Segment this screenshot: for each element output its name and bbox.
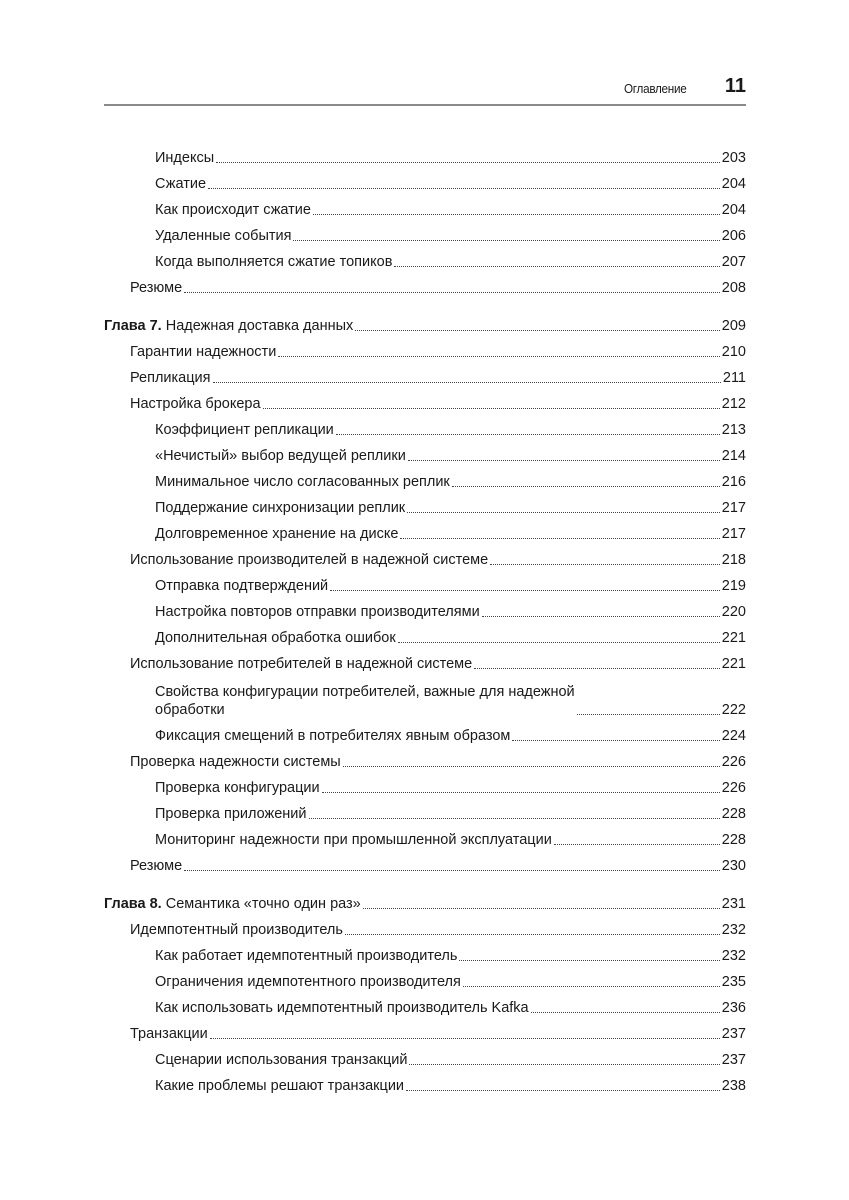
- toc-entry-title: Когда выполняется сжатие топиков: [155, 254, 393, 270]
- running-header-title: Оглавление: [623, 81, 686, 96]
- toc-entry: [104, 797, 746, 823]
- toc-entry-title: Сценарии использования транзакций: [155, 1052, 408, 1068]
- toc-entry: [104, 1043, 746, 1069]
- toc-page-number: 230: [721, 858, 746, 874]
- toc-entry-title: Настройка брокера: [130, 396, 261, 412]
- toc-page-number: 213: [721, 422, 746, 438]
- toc-entry-title: Проверка конфигурации: [155, 780, 320, 796]
- dot-leader: [512, 740, 719, 741]
- toc-entry-title: Использование производителей в надежной системе: [130, 552, 489, 568]
- toc-page-number: 211: [722, 370, 746, 386]
- toc-entry: [104, 673, 746, 719]
- toc-page-number: 206: [721, 228, 746, 244]
- dot-leader: [345, 934, 720, 935]
- toc-page-number: 238: [721, 1078, 746, 1094]
- dot-leader: [216, 162, 720, 163]
- toc-entry: [104, 517, 746, 543]
- toc-page-number: 207: [721, 254, 746, 270]
- toc-entry-title: Резюме: [130, 280, 183, 296]
- toc-entry: [104, 991, 746, 1017]
- dot-leader: [409, 1064, 719, 1065]
- toc-entry: [104, 569, 746, 595]
- dot-leader: [355, 330, 720, 331]
- toc-entry-title: Свойства конфигурации потребителей, важные для надежной обработки: [155, 684, 575, 718]
- toc-entry-title: Удаленные события: [155, 228, 292, 244]
- toc-entry-title: Дополнительная обработка ошибок: [155, 630, 396, 646]
- toc-entry-title: Минимальное число согласованных реплик: [155, 474, 450, 490]
- toc-entry: [104, 465, 746, 491]
- toc-entry-title: Фиксация смещений в потребителях явным образом: [155, 728, 511, 744]
- dot-leader: [313, 214, 720, 215]
- dot-leader: [278, 356, 719, 357]
- dot-leader: [293, 240, 719, 241]
- toc-entry-title: Как работает идемпотентный производитель: [155, 948, 458, 964]
- dot-leader: [400, 538, 719, 539]
- toc-page-number: 218: [721, 552, 746, 568]
- toc-entry-title: Сжатие: [155, 176, 207, 192]
- toc-page-number: 237: [721, 1026, 746, 1042]
- dot-leader: [490, 564, 720, 565]
- toc-entry-title: Поддержание синхронизации реплик: [155, 500, 406, 516]
- toc-entry-title: Как происходит сжатие: [155, 202, 311, 218]
- toc-entry-title: [104, 895, 361, 913]
- dot-leader: [408, 460, 720, 461]
- toc-page-number: 220: [721, 604, 746, 620]
- toc-page-number: 222: [721, 702, 746, 718]
- toc-page-number: 217: [721, 500, 746, 516]
- dot-leader: [184, 870, 720, 871]
- toc-entry: [104, 491, 746, 517]
- chapter-title: Семантика «точно один раз»: [161, 896, 361, 912]
- toc-page-number: 208: [721, 280, 746, 296]
- toc-entry-title: Проверка приложений: [155, 806, 307, 822]
- toc-page-number: 221: [721, 630, 746, 646]
- toc-entry: [104, 1017, 746, 1043]
- toc-page-number: 235: [721, 974, 746, 990]
- toc-page-number: 204: [721, 202, 746, 218]
- chapter-number: Глава 8.: [104, 896, 162, 912]
- toc-entry-title: Коэффициент репликации: [155, 422, 334, 438]
- toc-entry-title: Проверка надежности системы: [130, 754, 341, 770]
- toc-page-number: 221: [721, 656, 746, 672]
- toc-page-number: 217: [721, 526, 746, 542]
- toc-entry-title: Ограничения идемпотентного производителя: [155, 974, 461, 990]
- dot-leader: [459, 960, 719, 961]
- toc-page-number: 226: [721, 754, 746, 770]
- dot-leader: [336, 434, 720, 435]
- dot-leader: [210, 1038, 720, 1039]
- dot-leader: [343, 766, 720, 767]
- toc-entry: [104, 595, 746, 621]
- chapter-title: Надежная доставка данных: [161, 318, 354, 334]
- toc-page-number: 209: [721, 318, 746, 334]
- toc-page-number: 216: [721, 474, 746, 490]
- toc-entry-title: Гарантии надежности: [130, 344, 277, 360]
- toc-page-number: 228: [721, 832, 746, 848]
- toc-chapter-entry: [104, 309, 746, 335]
- dot-leader: [263, 408, 720, 409]
- dot-leader: [394, 266, 719, 267]
- dot-leader: [309, 818, 720, 819]
- toc-page-number: 232: [721, 922, 746, 938]
- toc-entry: [104, 1069, 746, 1095]
- toc-entry: [104, 361, 746, 387]
- toc-page-number: 219: [721, 578, 746, 594]
- toc-entry: [104, 167, 746, 193]
- dot-leader: [554, 844, 720, 845]
- toc-entry: [104, 193, 746, 219]
- dot-leader: [363, 908, 720, 909]
- toc-entry: [104, 621, 746, 647]
- toc-entry-title: Репликация: [130, 370, 211, 386]
- toc-entry-title: [104, 317, 353, 335]
- toc-entry-title: Какие проблемы решают транзакции: [155, 1078, 405, 1094]
- toc-page-number: 210: [721, 344, 746, 360]
- toc-page-number: 212: [721, 396, 746, 412]
- toc-page-number: 236: [721, 1000, 746, 1016]
- toc-chapter-entry: [104, 887, 746, 913]
- toc-entry-title: Долговременное хранение на диске: [155, 526, 399, 542]
- toc-entry: [104, 245, 746, 271]
- toc-page-number: 232: [721, 948, 746, 964]
- toc-entry: [104, 141, 746, 167]
- dot-leader: [463, 986, 720, 987]
- toc-entry: [104, 913, 746, 939]
- toc-entry-title: Как использовать идемпотентный производитель Kafka: [155, 1000, 529, 1016]
- toc-entry: [104, 335, 746, 361]
- toc-entry-title: Настройка повторов отправки производителями: [155, 604, 480, 620]
- dot-leader: [407, 512, 720, 513]
- toc-entry: [104, 965, 746, 991]
- toc-entry: [104, 745, 746, 771]
- toc-entry: [104, 413, 746, 439]
- dot-leader: [398, 642, 720, 643]
- toc-entry: [104, 823, 746, 849]
- toc-entry-title: Индексы: [155, 150, 215, 166]
- toc-entry-title: Отправка подтверждений: [155, 578, 329, 594]
- toc-entry-title: Транзакции: [130, 1026, 208, 1042]
- toc-page-number: 214: [721, 448, 746, 464]
- toc-page-number: 228: [721, 806, 746, 822]
- toc-entry-title: Идемпотентный производитель: [130, 922, 343, 938]
- toc-entry-title: «Нечистый» выбор ведущей реплики: [155, 448, 406, 464]
- page-number: 11: [724, 75, 746, 97]
- toc-page-number: 231: [721, 896, 746, 912]
- toc-entry: [104, 387, 746, 413]
- dot-leader: [322, 792, 720, 793]
- dot-leader: [208, 188, 720, 189]
- table-of-contents: [104, 141, 746, 1095]
- toc-entry: [104, 439, 746, 465]
- toc-page-number: 203: [721, 150, 746, 166]
- toc-entry: [104, 719, 746, 745]
- toc-entry-title: Мониторинг надежности при промышленной эксплуатации: [155, 832, 552, 848]
- dot-leader: [406, 1090, 720, 1091]
- dot-leader: [482, 616, 720, 617]
- dot-leader: [330, 590, 720, 591]
- dot-leader: [474, 668, 720, 669]
- dot-leader: [184, 292, 720, 293]
- dot-leader: [577, 714, 720, 715]
- toc-entry: [104, 271, 746, 297]
- toc-entry-title: Использование потребителей в надежной системе: [130, 656, 473, 672]
- toc-page-number: 237: [721, 1052, 746, 1068]
- toc-entry-title: Резюме: [130, 858, 183, 874]
- toc-entry: [104, 939, 746, 965]
- toc-page-number: 204: [721, 176, 746, 192]
- toc-entry: [104, 647, 746, 673]
- dot-leader: [531, 1012, 720, 1013]
- toc-page-number: 226: [721, 780, 746, 796]
- chapter-number: Глава 7.: [104, 318, 162, 334]
- toc-entry: [104, 771, 746, 797]
- running-header: [104, 74, 746, 106]
- dot-leader: [452, 486, 720, 487]
- toc-entry: [104, 849, 746, 875]
- toc-entry: [104, 543, 746, 569]
- toc-page-number: 224: [721, 728, 746, 744]
- toc-entry: [104, 219, 746, 245]
- dot-leader: [213, 382, 721, 383]
